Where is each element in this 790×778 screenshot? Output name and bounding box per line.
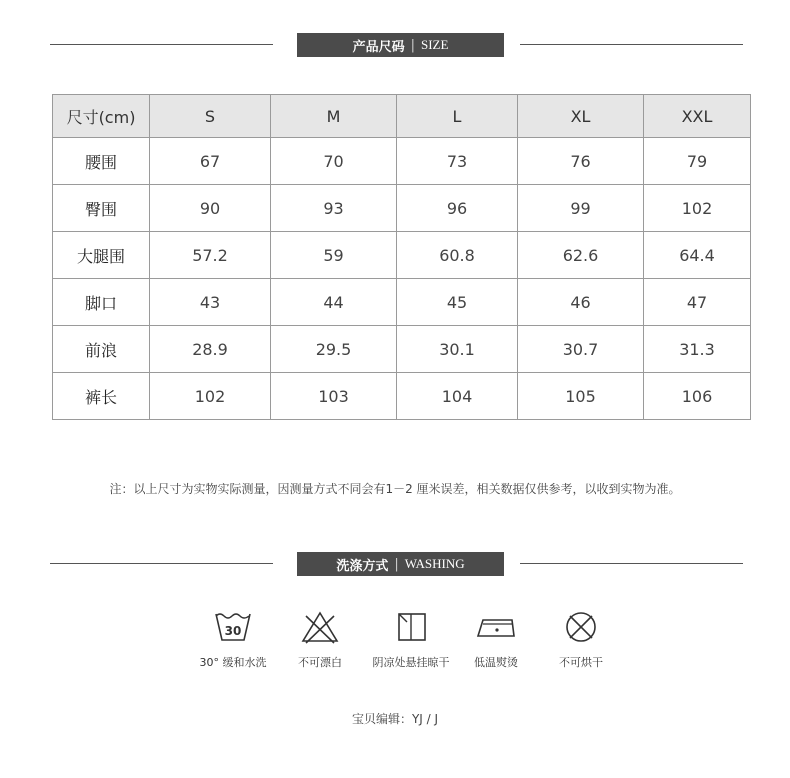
table-cell: 79 [644, 138, 751, 185]
no-bleach-icon [300, 610, 340, 644]
table-cell: 73 [397, 138, 518, 185]
title-separator: | [394, 556, 399, 572]
table-row [53, 326, 751, 373]
table-cell: 30.1 [397, 326, 518, 373]
measurement-note: 注：以上尺寸为实物实际测量，因测量方式不同会有1－2 厘米误差，相关数据仅供参考，以收到实物为准。 [109, 482, 681, 496]
table-cell: 30.7 [518, 326, 644, 373]
header-cell: XXL [644, 95, 751, 138]
table-cell: 90 [150, 185, 271, 232]
table-cell: 57.2 [150, 232, 271, 279]
size-section-header [50, 33, 743, 57]
header-cell: S [150, 95, 271, 138]
table-cell: 104 [397, 373, 518, 420]
row-label: 裤长 [53, 373, 150, 420]
title-separator: | [410, 37, 415, 53]
wash-30-icon [213, 610, 253, 644]
no-tumble-dry-icon [561, 610, 601, 644]
table-row [53, 185, 751, 232]
table-cell: 29.5 [271, 326, 397, 373]
table-cell: 70 [271, 138, 397, 185]
table-cell: 102 [644, 185, 751, 232]
washing-title-en: WASHING [404, 556, 465, 571]
washing-title-tag [297, 552, 504, 576]
wash-label: 30° 缓和水洗 [199, 656, 267, 669]
table-header-row [53, 95, 751, 138]
size-title-tag [297, 33, 504, 57]
washing-section-header [50, 552, 743, 576]
wash-item [183, 610, 283, 670]
table-cell: 102 [150, 373, 271, 420]
header-cell: XL [518, 95, 644, 138]
wash-label: 不可烘干 [559, 656, 603, 669]
wash-label: 低温熨烫 [474, 656, 518, 669]
table-cell: 31.3 [644, 326, 751, 373]
table-cell: 96 [397, 185, 518, 232]
row-label: 前浪 [53, 326, 150, 373]
table-row [53, 373, 751, 420]
wash-item [270, 610, 370, 670]
wash-label: 阴凉处悬挂晾干 [372, 656, 450, 669]
table-cell: 106 [644, 373, 751, 420]
table-row [53, 232, 751, 279]
table-cell: 44 [271, 279, 397, 326]
table-cell: 64.4 [644, 232, 751, 279]
header-cell: 尺寸(cm) [53, 95, 150, 138]
wash-label: 不可漂白 [298, 656, 342, 669]
table-cell: 59 [271, 232, 397, 279]
row-label: 腰围 [53, 138, 150, 185]
wash-item [531, 610, 631, 670]
table-cell: 103 [271, 373, 397, 420]
size-table [52, 94, 751, 420]
table-cell: 67 [150, 138, 271, 185]
header-cell: M [271, 95, 397, 138]
table-cell: 60.8 [397, 232, 518, 279]
table-cell: 47 [644, 279, 751, 326]
wash-temp-text: 30 [224, 624, 242, 638]
row-label: 脚口 [53, 279, 150, 326]
table-cell: 46 [518, 279, 644, 326]
table-row [53, 279, 751, 326]
table-row [53, 138, 751, 185]
divider-line [50, 44, 273, 45]
divider-line [520, 563, 743, 564]
header-cell: L [397, 95, 518, 138]
divider-line [50, 563, 273, 564]
row-label: 大腿围 [53, 232, 150, 279]
size-title-cn: 产品尺码 [352, 39, 405, 55]
row-label: 臀围 [53, 185, 150, 232]
washing-title-cn: 洗涤方式 [336, 558, 389, 574]
editor-credit: 宝贝编辑：YJ / J [351, 712, 439, 726]
table-cell: 93 [271, 185, 397, 232]
table-cell: 76 [518, 138, 644, 185]
low-iron-icon [474, 610, 518, 644]
shade-hang-dry-icon [391, 610, 431, 644]
size-title-en: SIZE [420, 37, 449, 52]
divider-line [520, 44, 743, 45]
table-cell: 45 [397, 279, 518, 326]
table-cell: 43 [150, 279, 271, 326]
table-cell: 99 [518, 185, 644, 232]
table-cell: 105 [518, 373, 644, 420]
table-cell: 62.6 [518, 232, 644, 279]
table-cell: 28.9 [150, 326, 271, 373]
